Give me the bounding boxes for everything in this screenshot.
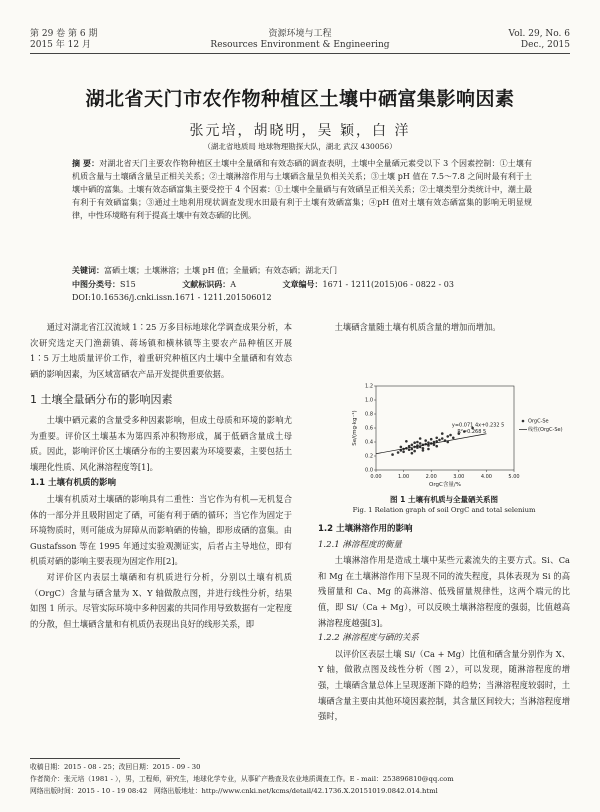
journal-name: 资源环境与工程 Resources Environment & Engineering	[210, 29, 390, 50]
x-axis-label: OrgC含量/%	[429, 482, 461, 488]
header-rule	[30, 53, 570, 54]
data-point	[411, 452, 414, 455]
data-point	[411, 448, 414, 451]
data-point	[419, 437, 422, 440]
data-point	[441, 432, 444, 435]
data-point	[427, 441, 430, 444]
legend-label-trend: 线性(OrgC-Se)	[528, 427, 563, 434]
y-tick-label: 0.8	[365, 411, 373, 418]
left-column	[30, 320, 292, 632]
x-tick-label: 0.00	[370, 474, 382, 480]
data-point	[391, 453, 394, 456]
abstract-text: 对湖北省天门主要农作物种植区土壤中全量硒和有效态硒的调查表明，土壤中全量硒元素受以下 3 个因素控制：①土壤有机质含量与土壤硒含量呈正相关关系；②土壤淋溶作用与土壤硒含量呈负相关关系；③土壤 pH 值在 7.5～7.8 之间时最有利于土壤中硒的富集。土壤有效态硒富集主要受控于 4 个因素：①土壤中全量硒与有效硒呈正相关关系；②土壤类型分类统计中，潮土最有利于有效硒富集；③通过土地利用现状调查发现水田最有利于土壤有效硒富集；④pH 值对土壤有效态硒富集的影响无明显规律，中性环境略有利于提高土壤中有效态硒的比例。	[72, 159, 532, 220]
data-point	[430, 438, 433, 441]
data-point	[433, 444, 436, 447]
authors: 张元培，胡晓明，吴 颖，白 洋	[189, 123, 411, 139]
data-point	[424, 439, 427, 442]
data-point	[441, 437, 444, 440]
data-point	[427, 448, 430, 451]
data-point	[438, 439, 441, 442]
data-point	[402, 451, 405, 454]
x-tick-label: 2.00	[425, 474, 437, 480]
section-1-1-paragraph-1: 土壤有机质对土壤硒的影响具有二重性：当它作为有机—无机复合体的一部分并且吸附固定了硒，可能有利于硒的循环；当它作为固定于环境物质时，则可能成为屏障从而影响硒的传输，即形成硒的富集。由 Gustafsson 等在 1995 年通过实验观测证实，后者占主导地位，即有机质对硒的影响主要表现为固定作用[2]。	[30, 493, 292, 567]
section-1-2-1-paragraph: 土壤淋溶作用是造成土壤中某些元素流失的主要方式。Si、Ca 和 Mg 在土壤淋溶作用下呈现不同的流失程度，具体表现为 Si 的高残留量和 Ca、Mg 的高淋溶、低残留量规律性，这两个端元的比值，即 Si/（Ca + Mg），可以反映土壤淋溶程度的强弱，比值越高淋溶程度越强[3]。	[318, 555, 570, 628]
plot-area	[351, 384, 563, 488]
data-point	[446, 435, 449, 438]
data-point	[435, 445, 438, 448]
trend-line	[376, 434, 486, 454]
intro-paragraph: 通过对湖北省江汉流域 1∶25 万多目标地球化学调查成果分析，本次研究选定天门渔薪镇、蒋场镇和横林镇等主要农产品种植区开展 1∶5 万土地质量评价工作，着重研究种植区内土壤中全量硒和有效态硒的影响因素，为区域富硒农产品开发提供重要依据。	[30, 322, 292, 379]
online-publication: 网络出版时间：2015 - 10 - 19 08:42 网络出版地址：http://www.cnki.net/kcms/detail/42.1736.X.20151019.0842.014.html	[30, 787, 438, 795]
y-tick-label: 0.0	[365, 467, 373, 474]
x-tick-label: 4.00	[480, 474, 492, 480]
y-tick-label: 1.2	[365, 383, 373, 390]
data-point	[416, 441, 419, 444]
data-point	[411, 444, 414, 447]
right-column-bottom	[318, 522, 570, 725]
affiliation: （湖北省地质局 地球物理勘探大队，湖北 武汉 430056）	[203, 142, 397, 151]
data-point	[449, 434, 452, 437]
y-tick-label: 0.6	[365, 425, 373, 432]
right-intro-paragraph: 土壤硒含量随土壤有机质含量的增加而增加。	[334, 322, 501, 332]
section-1-2-1-heading: 1.2.1 淋溶程度的衡量	[318, 539, 402, 550]
author-bio: 作者简介：张元培（1981 - ），男，工程师，研究生，地球化学专业，从事矿产勘查及农业地质调查工作。E - mail：253896810@qq.com	[30, 775, 454, 783]
keywords: 关键词：富硒土壤；土壤淋溶；土壤 pH 值；全量硒；有效态硒；湖北天门	[72, 265, 338, 275]
data-point	[408, 448, 411, 451]
received-date: 收稿日期：2015 - 08 - 25；改回日期：2015 - 09 - 30	[30, 763, 201, 771]
section-1-2-2-heading: 1.2.2 淋溶程度与硒的关系	[318, 633, 419, 644]
paper-title: 湖北省天门市农作物种植区土壤中硒富集影响因素	[85, 88, 515, 110]
r2-label: R²=0.268 5	[457, 428, 487, 435]
y-tick-label: 1.0	[365, 397, 373, 404]
data-point	[413, 450, 416, 453]
x-tick-label: 5.00	[508, 474, 520, 480]
doi: DOI:10.16536/j.cnki.issn.1671 - 1211.201506012	[72, 293, 272, 302]
legend-label-points: OrgC-Se	[528, 418, 549, 425]
data-point	[422, 449, 425, 452]
y-axis-label: Se/(mg·kg⁻¹)	[352, 410, 358, 446]
y-tick-label: 0.4	[365, 439, 373, 446]
x-tick-label: 1.00	[398, 474, 410, 480]
data-point	[419, 442, 422, 445]
data-point	[452, 437, 455, 440]
y-tick-label: 0.2	[365, 453, 373, 460]
data-point	[400, 446, 403, 449]
figure-1-caption-en: Fig. 1 Relation graph of soil OrgC and total selenium	[352, 506, 536, 514]
section-1-1-paragraph-2: 对评价区内表层土壤硒和有机质进行分析，分别以土壤有机质（OrgC）含量与硒含量为 X、Y 轴做散点图，并进行线性分析，结果如图 1 所示。尽管实际环境中多种因素的共同作用导致数据有一定程度的分散，但土壤硒含量和有机质仍表现出良好的线形关系，即	[30, 571, 292, 629]
abstract-label: 摘 要：	[72, 159, 100, 168]
figure-1-scatter	[318, 378, 570, 490]
data-point	[405, 440, 408, 443]
section-1-2-heading: 1.2 土壤淋溶作用的影响	[318, 524, 413, 534]
equation-label: y=0.071 4x+0.232 5	[451, 422, 505, 429]
figure-1-caption: 图 1 土壤有机质与全量硒关系图	[390, 495, 498, 504]
data-point	[397, 451, 400, 454]
abstract	[72, 157, 532, 222]
section-1-1-heading: 1.1 土壤有机质的影响	[30, 478, 117, 489]
legend-marker-points	[522, 420, 525, 423]
x-tick-label: 3.00	[453, 474, 465, 480]
classification: 中图分类号：S15 文献标识码：A 文章编号：1671 - 1211(2015)06 - 0822 - 03	[72, 279, 454, 289]
section-1-paragraph: 土壤中硒元素的含量受多种因素影响，但成土母质和环境的影响尤为重要。评价区土壤基本为第四系冲积物形成，属于低硒含量成土母质。因此，影响评价区土壤硒分布的主要因素为环境要素，主要包括土壤理化性质、风化淋溶程度等[1]。	[30, 414, 292, 472]
right-column-top	[318, 320, 570, 336]
data-point	[408, 445, 411, 448]
footnote	[30, 761, 575, 797]
data-point	[413, 441, 416, 444]
volume-issue: 第 29 卷 第 6 期 2015 年 12 月	[30, 29, 98, 50]
section-1-2-2-paragraph: 以评价区表层土壤 Si/（Ca + Mg）比值和硒含量分别作为 X、Y 轴，做散点图及线性分析（图 2），可以发现，随淋溶程度的增强，土壤硒含量总体上呈现逐渐下降的趋势；当淋溶程度较弱时，土壤硒含量主要由其他环境因素控制，其含量区间较大；当淋溶程度增强时，	[318, 648, 570, 722]
volume-issue-en: Vol. 29, No. 6 Dec., 2015	[508, 29, 570, 50]
section-1-heading: 1 土壤全量硒分布的影响因素	[30, 393, 173, 407]
footnote-rule	[30, 758, 180, 759]
data-point	[435, 437, 438, 440]
